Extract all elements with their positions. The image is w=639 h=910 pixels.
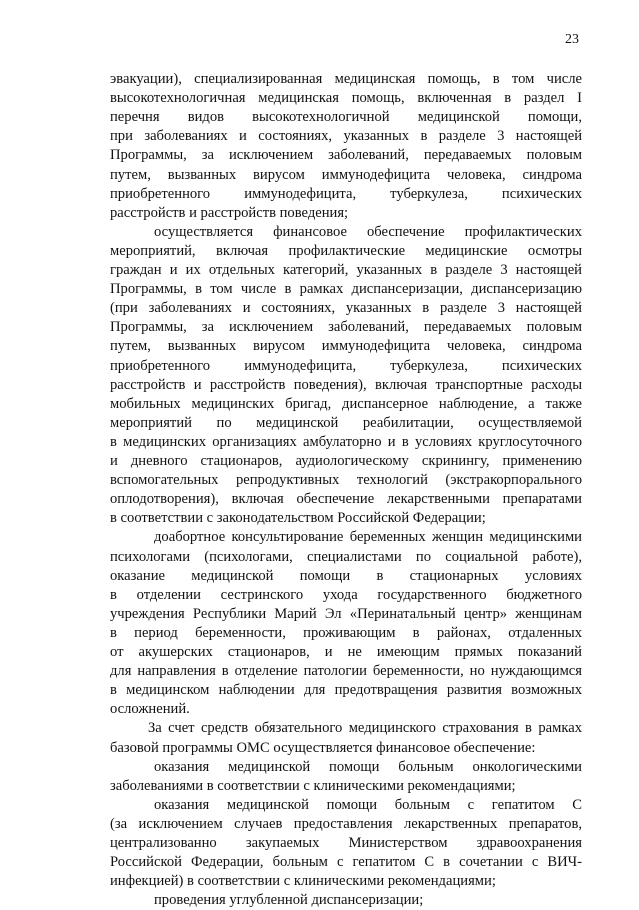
text-line: в соответствии с законодательством Российской Федерации; — [110, 510, 486, 527]
text-line: граждан и их отдельных категорий, указанных в разделе 3 настоящей — [110, 262, 582, 278]
text-line: для направления в отделение патологии беременности, но нуждающимся — [110, 663, 582, 680]
text-line: от акушерских стационаров, и не имеющим прямых показаний — [110, 644, 582, 660]
text-line: Программы, за исключением заболеваний, передаваемых половым — [110, 147, 582, 164]
text-line: Программы, в том числе в рамках диспансеризации, диспансеризацию — [110, 281, 582, 298]
text-line: в отделении сестринского ухода государственного бюджетного — [110, 586, 582, 603]
text-line: Программы, за исключением заболеваний, передаваемых половым — [110, 319, 582, 336]
text-line: приобретенного иммунодефицита, туберкулеза, психических — [110, 357, 582, 374]
text-line: оказание медицинской помощи в стационарных условиях — [110, 567, 582, 584]
text-line: Российской Федерации, больным с гепатитом С в сочетании с ВИЧ- — [110, 854, 582, 871]
page-number: 23 — [565, 32, 579, 47]
text-line: осложнений. — [110, 701, 190, 718]
text-line: мероприятий по медицинской реабилитации, осуществляемой — [110, 414, 582, 431]
text-line: оказания медицинской помощи больным с гепатитом С — [154, 796, 582, 813]
text-line: в период беременности, проживающим в районах, отдаленных — [110, 624, 582, 641]
text-line: осуществляется финансовое обеспечение профилактических — [154, 223, 582, 240]
text-line: доабортное консультирование беременных женщин медицинскими — [154, 529, 582, 546]
text-line: расстройств и расстройств поведения), включая транспортные расходы — [110, 376, 582, 393]
text-line: путем, вызванных вирусом иммунодефицита человека, синдрома — [110, 338, 582, 355]
text-line: централизованно закупаемых Министерством здравоохранения — [110, 835, 582, 851]
text-line: мероприятий, включая профилактические медицинские осмотры — [110, 242, 582, 259]
text-line: (за исключением случаев предоставления лекарственных препаратов, — [110, 815, 582, 832]
text-line: базовой программы ОМС осуществляется финансовое обеспечение: — [110, 739, 536, 756]
text-line: оказания медицинской помощи больным онкологическими — [154, 758, 582, 775]
text-line: путем, вызванных вирусом иммунодефицита человека, синдрома — [110, 166, 582, 183]
text-line: высокотехнологичная медицинская помощь, включенная в раздел I — [110, 90, 582, 107]
text-line: инфекцией) в соответствии с клиническими рекомендациями; — [110, 873, 496, 890]
text-line: приобретенного иммунодефицита, туберкулеза, психических — [110, 185, 582, 202]
text-line: перечня видов высокотехнологичной медицинской помощи, — [110, 109, 582, 126]
text-line: учреждения Республики Марий Эл «Перинатальный центр» женщинам — [110, 605, 582, 622]
text-line: расстройств и расстройств поведения; — [110, 204, 349, 221]
text-line: оплодотворения), включая обеспечение лекарственными препаратами — [110, 491, 582, 508]
text-line: мобильных медицинских бригад, диспансерное наблюдение, а также — [110, 395, 582, 412]
text-line: психологами (психологами, специалистами по социальной работе), — [110, 548, 582, 565]
text-line: в медицинском наблюдении для предотвращения развития возможных — [110, 682, 582, 699]
text-line: проведения углубленной диспансеризации; — [154, 892, 424, 909]
text-line: (при заболеваниях и состояниях, указанных в разделе 3 настоящей — [110, 300, 582, 317]
text-line: в медицинских организациях амбулаторно и в условиях круглосуточного — [110, 433, 582, 450]
text-line: и дневного стационаров, аудиологическому скринингу, применению — [110, 453, 582, 469]
text-line: заболеваниями в соответствии с клиническими рекомендациями; — [110, 777, 516, 794]
text-line: эвакуации), специализированная медицинская помощь, в том числе — [110, 71, 582, 87]
text-line: при заболеваниях и состояниях, указанных в разделе 3 настоящей — [110, 128, 582, 145]
text-line: вспомогательных репродуктивных технологий (экстракорпорального — [110, 472, 582, 489]
text-line: За счет средств обязательного медицинского страхования в рамках — [148, 720, 582, 737]
